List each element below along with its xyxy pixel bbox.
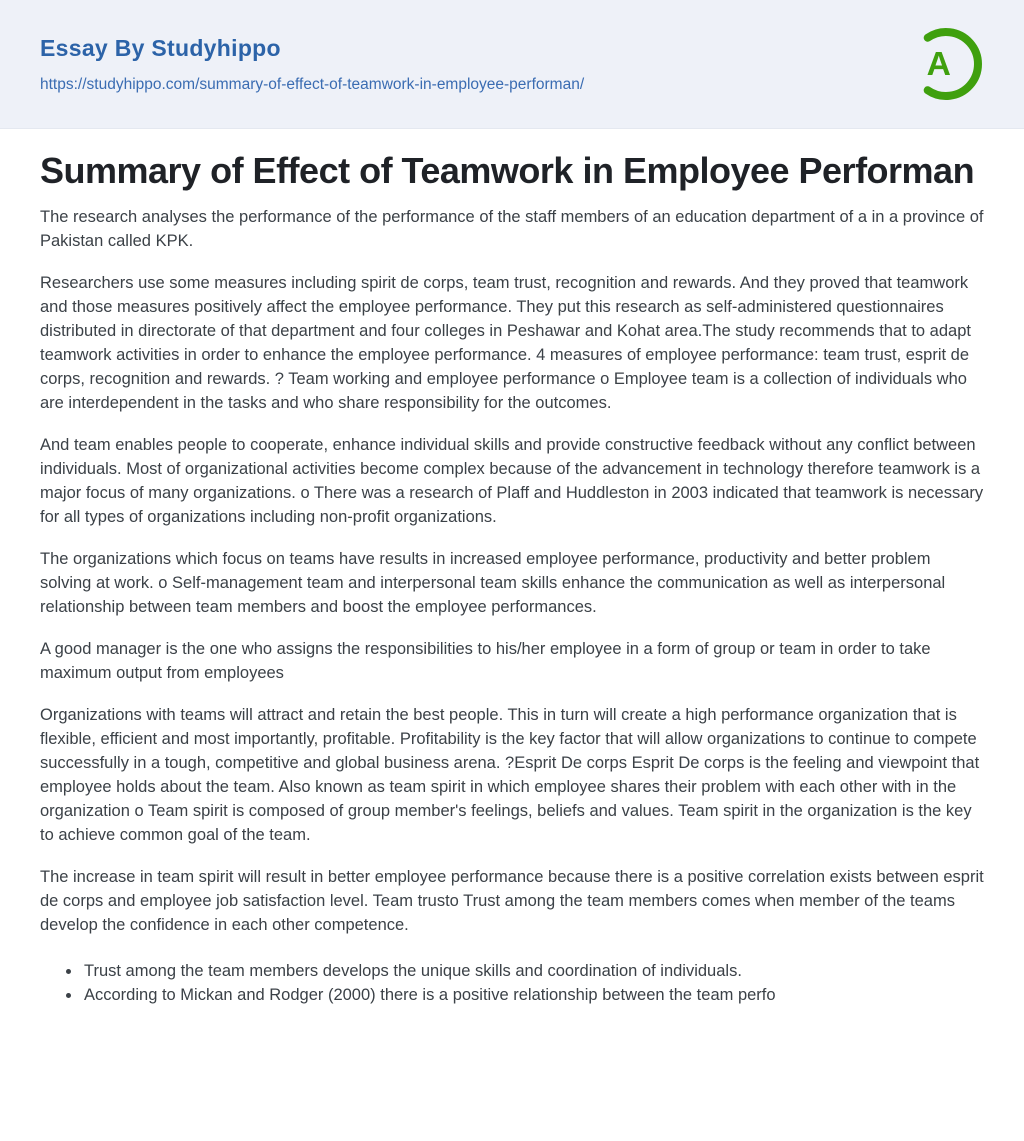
paragraph-3: And team enables people to cooperate, enhance individual skills and provide constructive feedback without any conflict between individuals. Most of organizational activities become complex because of the advancement in technology therefore teamwork is a major focus of many organizations. o There was a research of Plaff and Huddleston in 2003 indicated that teamwork is necessary for all types of organizations including non-profit organizations.: [40, 435, 984, 526]
page-header: [0, 0, 1024, 129]
paragraph-2: Researchers use some measures including spirit de corps, team trust, recognition and rewards. And they proved that teamwork and those measures positively affect the employee performance. They put this research as self-administered questionnaires distributed in directorate of that department and four colleges in Peshawar and Kohat area.The study recommends that to adapt teamwork activities in order to enhance the employee performance. 4 measures of employee performance: team trust, esprit de corps, recognition and rewards. ? Team working and employee performance o Employee team is a collection of individuals who are interdependent in the tasks and who share responsibility for the outcomes.: [40, 273, 971, 412]
paragraph-1: The research analyses the performance of the performance of the staff members of an education department of a in a province of Pakistan called KPK.: [40, 207, 984, 250]
paragraph-5: A good manager is the one who assigns the responsibilities to his/her employee in a form of group or team in order to take maximum output from employees: [40, 639, 931, 682]
studyhippo-logo-icon: [906, 24, 986, 104]
paragraph-6: Organizations with teams will attract and retain the best people. This in turn will create a high performance organization that is flexible, efficient and most importantly, profitable. Profitability is the key factor that will allow organizations to continue to compete successfully in a tough, competitive and global business arena. ?Esprit De corps Esprit De corps is the feeling and viewpoint that employee holds about the team. Also known as team spirit in which employee shares their problem with each other with in the organization o Team spirit is composed of group member's feelings, beliefs and values. Team spirit in the organization is the key to achieve common goal of the team.: [40, 705, 980, 844]
header-text-block: [40, 35, 584, 94]
essay-title: Summary of Effect of Teamwork in Employee Performan: [40, 150, 975, 191]
paragraph-4: The organizations which focus on teams have results in increased employee performance, productivity and better problem solving at work. o Self-management team and interpersonal team skills enhance the communication as well as interpersonal relationship between team members and boost the employee performances.: [40, 549, 946, 616]
logo-letter: A: [926, 46, 951, 84]
list-item: • Trust among the team members develops the unique skills and coordination of individuals.: [82, 959, 984, 983]
list-item: • According to Mickan and Rodger (2000) there is a positive relationship between the team perfo: [82, 983, 984, 1007]
site-title: Essay By Studyhippo: [40, 34, 281, 61]
bullet-list: [40, 959, 984, 1007]
essay-content: [0, 129, 1024, 1007]
paragraph-7: The increase in team spirit will result in better employee performance because there is a positive correlation exists between esprit de corps and employee job satisfaction level. Team trusto Trust among the team members comes when member of the teams develop the confidence in each other competence.: [40, 867, 984, 934]
essay-url-link[interactable]: https://studyhippo.com/summary-of-effect-of-teamwork-in-employee-performan/: [40, 75, 585, 93]
